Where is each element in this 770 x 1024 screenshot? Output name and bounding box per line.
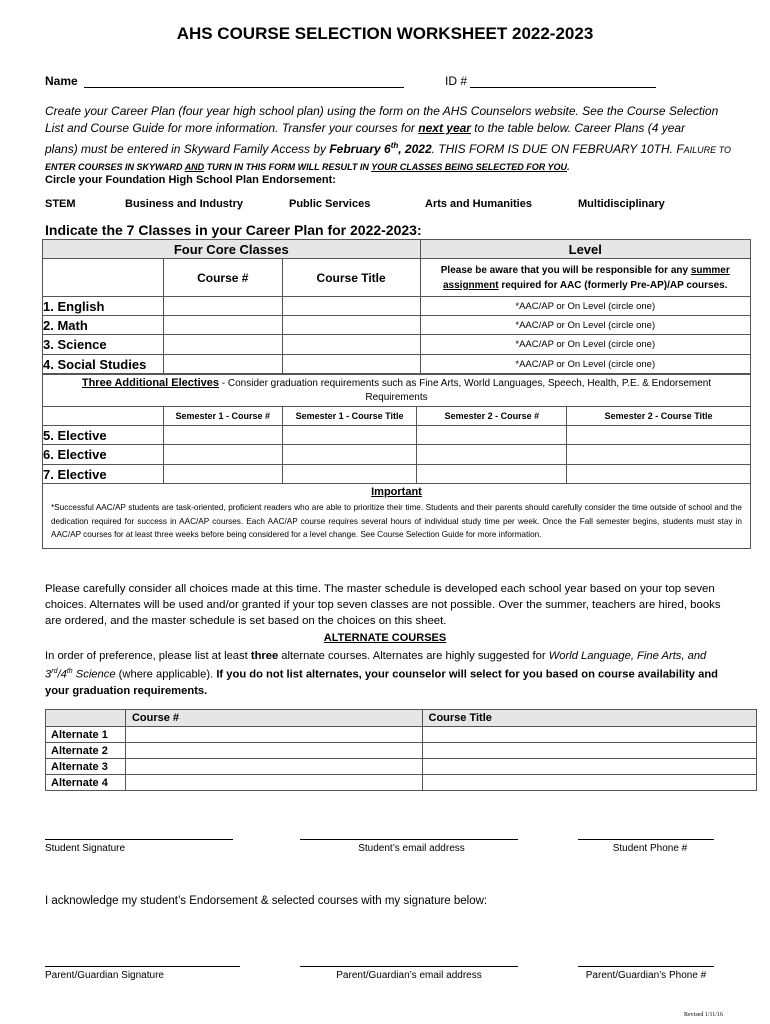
- important-title: Important: [371, 486, 422, 498]
- alternate-4-label: Alternate 4: [46, 775, 126, 791]
- parent-email-label: Parent/Guardian’s email address: [336, 970, 482, 981]
- alternate-1-label: Alternate 1: [46, 727, 126, 743]
- course-num-header: Course #: [163, 259, 282, 297]
- classes-heading: Indicate the 7 Classes in your Career Plan for 2022-2023:: [45, 222, 422, 238]
- intro-line-3: plans) must be entered in Skyward Family Access by February 6th, 2022. THIS FORM IS DUE ON FEBRUARY 10TH. FAILURE TO: [45, 141, 732, 156]
- alt-course-num-header: Course #: [125, 710, 422, 727]
- elective-6-sem2-course-num[interactable]: [417, 445, 567, 465]
- alternates-table: [45, 709, 757, 791]
- electives-blank-header: [43, 407, 164, 426]
- sem2-course-num-header: Semester 2 - Course #: [417, 407, 567, 426]
- electives-note: Three Additional Electives - Consider graduation requirements such as Fine Arts, World Languages, Speech, Health, P.E. & Endorsement Requirements: [43, 375, 751, 407]
- elective-row-label-6: 6. Elective: [43, 445, 164, 465]
- core-row-label-social-studies: 4. Social Studies: [43, 355, 164, 374]
- parent-email-line[interactable]: [300, 966, 518, 967]
- name-field[interactable]: [84, 87, 404, 88]
- consider-paragraph: [45, 581, 765, 629]
- sem1-course-title-header: Semester 1 - Course Title: [282, 407, 417, 426]
- alternates-heading: ALTERNATE COURSES: [323, 632, 447, 644]
- alternates-paragraph: [45, 648, 765, 699]
- core-course-num-science[interactable]: [163, 335, 282, 355]
- alternate-2-course-title[interactable]: [422, 743, 757, 759]
- intro-paragraph: [45, 103, 745, 175]
- elective-row-label-5: 5. Elective: [43, 426, 164, 445]
- endorsement-public-services[interactable]: Public Services: [289, 198, 371, 210]
- alt-course-title-header: Course Title: [422, 710, 757, 727]
- core-course-title-science[interactable]: [282, 335, 420, 355]
- core-row-label-english: 1. English: [43, 297, 164, 316]
- important-box: [43, 484, 751, 549]
- intro-line-1: Create your Career Plan (four year high school plan) using the form on the AHS Counselors website. See the Course Selection: [45, 104, 719, 118]
- endorsement-arts-humanities[interactable]: Arts and Humanities: [425, 198, 532, 210]
- core-course-num-social-studies[interactable]: [163, 355, 282, 374]
- student-signature-line[interactable]: [45, 839, 233, 840]
- alternates-line-1: In order of preference, please list at least three alternate courses. Alternates are highly suggested for World Language, Fine Arts, and: [45, 650, 707, 662]
- id-label: ID #: [445, 74, 468, 88]
- parent-signature-line[interactable]: [45, 966, 240, 967]
- student-email-label: Student’s email address: [358, 843, 465, 854]
- core-row-label-math: 2. Math: [43, 316, 164, 335]
- alternate-3-course-num[interactable]: [125, 759, 422, 775]
- consider-line-1: Please carefully consider all choices made at this time. The master schedule is developed each school year based on your top seven: [45, 583, 715, 595]
- revised-note: Revised 1/11/16: [684, 1012, 723, 1018]
- sem2-course-title-header: Semester 2 - Course Title: [567, 407, 751, 426]
- elective-7-sem2-course-num[interactable]: [417, 465, 567, 484]
- alternate-4-course-title[interactable]: [422, 775, 757, 791]
- elective-5-sem1-course-num[interactable]: [163, 426, 282, 445]
- level-english[interactable]: *AAC/AP or On Level (circle one): [420, 297, 750, 316]
- id-field[interactable]: [470, 87, 656, 88]
- elective-6-sem1-course-title[interactable]: [282, 445, 417, 465]
- student-signature-label: Student Signature: [45, 843, 126, 854]
- endorsement-stem[interactable]: STEM: [45, 198, 76, 210]
- elective-5-sem2-course-title[interactable]: [567, 426, 751, 445]
- intro-line-4: ENTER COURSES IN SKYWARD AND TURN IN THIS FORM WILL RESULT IN YOUR CLASSES BEING SELECTED FOR YOU.: [45, 162, 570, 172]
- core-course-title-social-studies[interactable]: [282, 355, 420, 374]
- elective-5-sem1-course-title[interactable]: [282, 426, 417, 445]
- parent-signature-label: Parent/Guardian Signature: [45, 970, 164, 981]
- intro-line-2: List and Course Guide for more information. Transfer your courses for next year to the table below. Career Plans (4 year: [45, 121, 686, 135]
- core-classes-table: [42, 239, 751, 374]
- important-text: *Successful AAC/AP students are task-oriented, proficient readers who are able to prioritize their time. Students and their parents should carefully consider the time outside of school and the dedication required for success in AAC/AP courses. Each AAC/AP course requires several hours of individual study time per week. Once the Fall semester begins, students must stay in AAC/AP courses for at least three weeks before being considered for a level change. See Course Selection Guide for more information.: [51, 503, 742, 539]
- alternate-3-label: Alternate 3: [46, 759, 126, 775]
- level-math[interactable]: *AAC/AP or On Level (circle one): [420, 316, 750, 335]
- elective-6-sem2-course-title[interactable]: [567, 445, 751, 465]
- elective-5-sem2-course-num[interactable]: [417, 426, 567, 445]
- endorsement-business-industry[interactable]: Business and Industry: [125, 198, 243, 210]
- elective-6-sem1-course-num[interactable]: [163, 445, 282, 465]
- name-label: Name: [45, 74, 78, 88]
- student-phone-line[interactable]: [578, 839, 714, 840]
- page-title: AHS COURSE SELECTION WORKSHEET 2022-2023: [176, 24, 594, 43]
- alternates-line-2: 3rd/4th Science (where applicable). If you do not list alternates, your counselor will select for you based on course availability and: [45, 668, 719, 681]
- student-email-line[interactable]: [300, 839, 518, 840]
- parent-phone-line[interactable]: [578, 966, 714, 967]
- elective-row-label-7: 7. Elective: [43, 465, 164, 484]
- alternate-3-course-title[interactable]: [422, 759, 757, 775]
- level-note: Please be aware that you will be responsible for any summer assignment required for AAC (formerly Pre-AP)/AP courses.: [420, 259, 750, 297]
- consider-line-3: are ordered, and the master schedule is set based on the choices on this sheet.: [45, 615, 447, 627]
- alternate-2-label: Alternate 2: [46, 743, 126, 759]
- core-course-num-english[interactable]: [163, 297, 282, 316]
- circle-endorsement-label: Circle your Foundation High School Plan Endorsement:: [45, 174, 336, 186]
- elective-7-sem1-course-title[interactable]: [282, 465, 417, 484]
- level-science[interactable]: *AAC/AP or On Level (circle one): [420, 335, 750, 355]
- alternates-blank-header: [46, 710, 126, 727]
- alternates-line-3: your graduation requirements.: [45, 684, 208, 697]
- endorsement-multidisciplinary[interactable]: Multidisciplinary: [578, 198, 665, 210]
- sem1-course-num-header: Semester 1 - Course #: [163, 407, 282, 426]
- parent-phone-label: Parent/Guardian’s Phone #: [585, 970, 707, 981]
- elective-7-sem1-course-num[interactable]: [163, 465, 282, 484]
- core-course-title-math[interactable]: [282, 316, 420, 335]
- level-header: Level: [420, 240, 750, 259]
- elective-7-sem2-course-title[interactable]: [567, 465, 751, 484]
- electives-table: [42, 374, 751, 549]
- consider-line-2: choices. Alternates will be used and/or granted if your top seven classes are not possible. Over the summer, teachers are hired, books: [45, 599, 721, 611]
- level-social-studies[interactable]: *AAC/AP or On Level (circle one): [420, 355, 750, 374]
- core-row-label-science: 3. Science: [43, 335, 164, 355]
- alternate-1-course-num[interactable]: [125, 727, 422, 743]
- core-course-title-english[interactable]: [282, 297, 420, 316]
- alternate-2-course-num[interactable]: [125, 743, 422, 759]
- core-course-num-math[interactable]: [163, 316, 282, 335]
- blank-header-cell: [43, 259, 164, 297]
- alternate-1-course-title[interactable]: [422, 727, 757, 743]
- acknowledge-text: I acknowledge my student’s Endorsement & selected courses with my signature below:: [45, 895, 488, 907]
- core-classes-header: Four Core Classes: [43, 240, 421, 259]
- alternate-4-course-num[interactable]: [125, 775, 422, 791]
- student-phone-label: Student Phone #: [612, 843, 688, 854]
- course-title-header: Course Title: [282, 259, 420, 297]
